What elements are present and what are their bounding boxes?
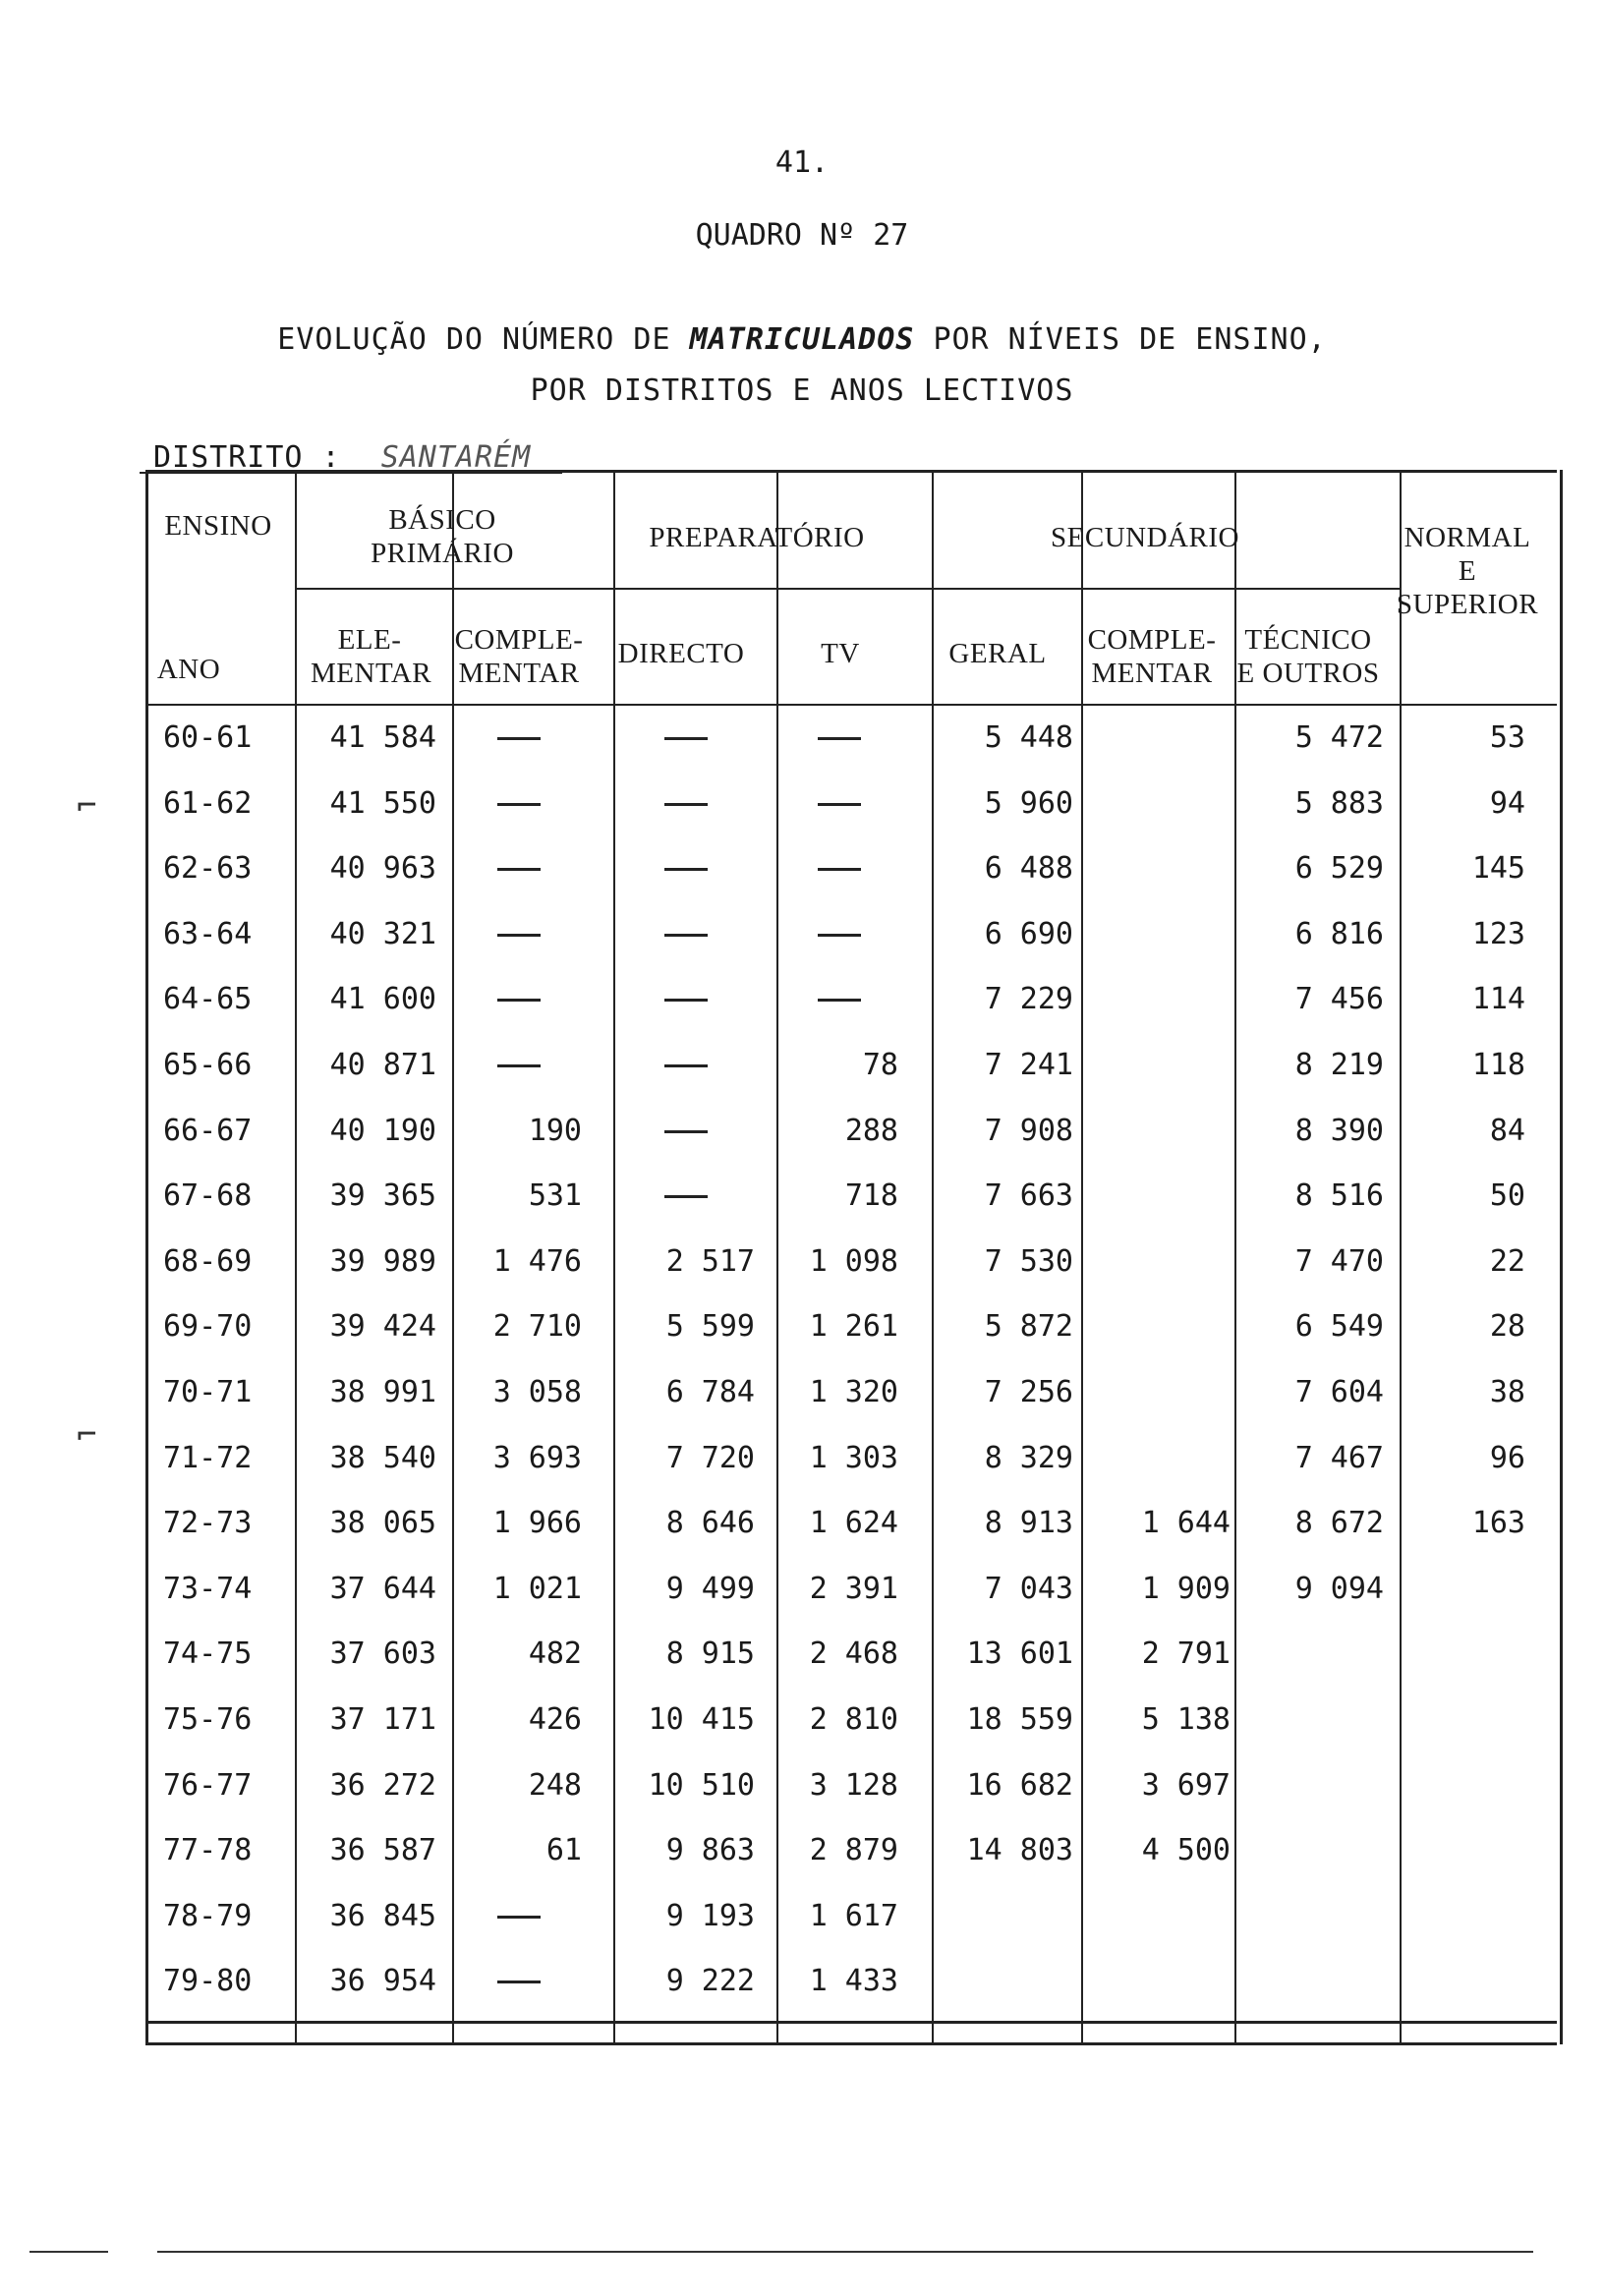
cell-tv: 1 624 (809, 1506, 898, 1541)
cell-normal-e-superior: 50 (1489, 1178, 1525, 1214)
cell-normal-e-superior: 123 (1471, 916, 1525, 951)
dash-mark (497, 999, 541, 1002)
cell-elementar: 36 845 (329, 1898, 436, 1933)
cell-tv: 1 261 (809, 1309, 898, 1345)
cell-elementar: 39 424 (329, 1309, 436, 1345)
cell-tv: 718 (844, 1178, 898, 1214)
cell-elementar: 39 989 (329, 1243, 436, 1279)
cell-elementar: 39 365 (329, 1178, 436, 1214)
cell-geral: 7 663 (984, 1178, 1073, 1214)
cell-elementar: 41 584 (329, 720, 436, 755)
cell-tecnico-e-outros: 5 883 (1294, 785, 1384, 821)
dash-mark (664, 1195, 708, 1198)
cell-directo (617, 1164, 755, 1229)
cell-tv: 2 468 (809, 1636, 898, 1672)
cell-complementar: 3 058 (492, 1375, 582, 1409)
cell-geral: 18 559 (966, 1702, 1073, 1737)
cell-tecnico-e-outros: 5 472 (1294, 720, 1384, 755)
page-bottom-rule (29, 2251, 108, 2253)
cell-geral: 7 229 (984, 982, 1073, 1017)
cell-ano: 78-79 (163, 1898, 253, 1933)
cell-ano: 66-67 (163, 1113, 253, 1148)
cell-tecnico-e-outros: 9 094 (1294, 1571, 1384, 1606)
cell-directo: 6 784 (665, 1375, 755, 1409)
cell-tv: 288 (844, 1113, 898, 1148)
cell-ano: 73-74 (163, 1571, 253, 1606)
row-rule (145, 470, 1557, 473)
cell-complementar: 248 (528, 1767, 582, 1803)
title-part1: EVOLUÇÃO DO NÚMERO DE (277, 322, 671, 357)
quadro-label: QUADRO Nº 27 (695, 218, 909, 253)
dash-mark (497, 1916, 541, 1919)
cell-complementar: 3 693 (492, 1440, 582, 1475)
cell-directo: 8 646 (665, 1506, 755, 1541)
cell-geral: 5 872 (984, 1309, 1073, 1345)
cell-geral: 6 488 (984, 851, 1073, 887)
row-rule (932, 588, 1400, 590)
cell-ano: 62-63 (163, 851, 253, 887)
dash-mark (664, 868, 708, 871)
row-rule (145, 2042, 1557, 2045)
cell-tv (780, 902, 898, 967)
margin-scribble: ⌐ (77, 1415, 97, 1455)
cell-tv (780, 706, 898, 771)
cell-elementar: 41 550 (329, 785, 436, 821)
dash-mark (664, 999, 708, 1002)
dash-mark (497, 737, 541, 740)
cell-complementar-secundario: 1 644 (1141, 1506, 1231, 1541)
cell-geral: 6 690 (984, 916, 1073, 951)
column-divider (1400, 470, 1402, 2044)
cell-directo: 9 499 (665, 1571, 755, 1606)
cell-elementar: 38 540 (329, 1440, 436, 1475)
dash-mark (664, 803, 708, 806)
cell-tv: 1 433 (809, 1964, 898, 1999)
cell-ano: 68-69 (163, 1243, 253, 1279)
dash-mark (664, 1130, 708, 1133)
cell-elementar: 37 644 (329, 1571, 436, 1606)
cell-complementar (456, 967, 582, 1032)
cell-directo: 10 510 (648, 1767, 755, 1803)
cell-complementar (456, 836, 582, 901)
cell-complementar (456, 706, 582, 771)
margin-scribble: ⌐ (77, 786, 97, 826)
cell-elementar: 40 871 (329, 1048, 436, 1082)
header-basico-primario: BÁSICO PRIMÁRIO (371, 504, 514, 569)
column-divider (1081, 470, 1083, 2044)
title-part2: POR NÍVEIS DE ENSINO, (933, 322, 1327, 357)
cell-tecnico-e-outros: 6 529 (1294, 851, 1384, 887)
header-directo: DIRECTO (617, 638, 745, 669)
cell-directo: 7 720 (665, 1440, 755, 1475)
cell-complementar-secundario: 5 138 (1141, 1702, 1231, 1737)
cell-tv (780, 967, 898, 1032)
district-label: DISTRITO : (153, 440, 341, 475)
cell-directo: 9 222 (665, 1964, 755, 1999)
header-normal-e-superior: NORMAL E SUPERIOR (1396, 522, 1539, 620)
cell-tecnico-e-outros: 6 549 (1294, 1309, 1384, 1345)
cell-geral: 8 329 (984, 1440, 1073, 1475)
cell-tecnico-e-outros: 8 390 (1294, 1113, 1384, 1148)
cell-directo (617, 772, 755, 836)
cell-normal-e-superior: 28 (1489, 1309, 1525, 1345)
cell-ano: 75-76 (163, 1702, 253, 1737)
cell-elementar: 40 190 (329, 1113, 436, 1148)
cell-geral: 7 908 (984, 1113, 1073, 1148)
cell-tv: 1 617 (809, 1898, 898, 1933)
cell-complementar: 531 (528, 1178, 582, 1214)
column-divider (932, 470, 934, 2044)
cell-geral: 5 960 (984, 785, 1073, 821)
cell-tv: 3 128 (809, 1767, 898, 1803)
cell-geral: 16 682 (966, 1767, 1073, 1803)
cell-ano: 71-72 (163, 1440, 253, 1475)
cell-ano: 67-68 (163, 1178, 253, 1214)
cell-complementar (456, 902, 582, 967)
header-elementar: ELE- MENTAR (311, 624, 432, 689)
cell-elementar: 40 963 (329, 851, 436, 887)
table-title-line1 (0, 322, 1604, 357)
cell-geral: 14 803 (966, 1833, 1073, 1868)
cell-geral: 8 913 (984, 1506, 1073, 1541)
header-tecnico-e-outros: TÉCNICO E OUTROS (1236, 624, 1380, 689)
dash-mark (664, 1064, 708, 1067)
cell-complementar: 190 (528, 1113, 582, 1148)
cell-elementar: 41 600 (329, 982, 436, 1017)
dash-mark (818, 803, 861, 806)
cell-tecnico-e-outros: 7 604 (1294, 1375, 1384, 1409)
cell-geral: 7 241 (984, 1048, 1073, 1082)
header-ensino: ENSINO (164, 510, 272, 542)
cell-tv: 2 879 (809, 1833, 898, 1868)
dash-mark (497, 803, 541, 806)
cell-complementar: 1 021 (492, 1571, 582, 1606)
dash-mark (497, 1064, 541, 1067)
cell-tecnico-e-outros: 8 219 (1294, 1048, 1384, 1082)
cell-tecnico-e-outros: 7 470 (1294, 1243, 1384, 1279)
header-geral: GERAL (948, 638, 1047, 669)
cell-normal-e-superior: 96 (1489, 1440, 1525, 1475)
cell-normal-e-superior: 114 (1471, 982, 1525, 1017)
cell-ano: 72-73 (163, 1506, 253, 1541)
cell-complementar-secundario: 3 697 (1141, 1767, 1231, 1803)
cell-elementar: 40 321 (329, 916, 436, 951)
cell-complementar (456, 1033, 582, 1098)
cell-tv (780, 836, 898, 901)
cell-normal-e-superior: 163 (1471, 1506, 1525, 1541)
cell-complementar: 61 (545, 1833, 582, 1868)
cell-directo: 9 193 (665, 1898, 755, 1933)
cell-directo: 8 915 (665, 1636, 755, 1672)
dash-mark (818, 934, 861, 937)
cell-normal-e-superior: 53 (1489, 720, 1525, 755)
row-rule (145, 2021, 1557, 2024)
dash-mark (497, 934, 541, 937)
cell-tv: 1 320 (809, 1375, 898, 1409)
cell-ano: 79-80 (163, 1964, 253, 1999)
cell-elementar: 38 991 (329, 1375, 436, 1409)
dash-mark (818, 999, 861, 1002)
header-preparatorio: PREPARATÓRIO (649, 522, 865, 553)
cell-tecnico-e-outros: 6 816 (1294, 916, 1384, 951)
cell-complementar (456, 1949, 582, 2014)
cell-directo (617, 967, 755, 1032)
dash-mark (818, 868, 861, 871)
column-divider (452, 470, 454, 2044)
cell-elementar: 37 171 (329, 1702, 436, 1737)
cell-ano: 60-61 (163, 720, 253, 755)
header-ano: ANO (156, 654, 221, 685)
cell-complementar: 2 710 (492, 1309, 582, 1345)
cell-complementar (456, 772, 582, 836)
header-complementar: COMPLE- MENTAR (454, 624, 584, 689)
dash-mark (497, 868, 541, 871)
header-secundario: SECUNDÁRIO (1051, 522, 1239, 553)
dash-mark (664, 737, 708, 740)
cell-geral: 13 601 (966, 1636, 1073, 1672)
cell-normal-e-superior: 22 (1489, 1243, 1525, 1279)
cell-geral: 5 448 (984, 720, 1073, 755)
cell-ano: 74-75 (163, 1636, 253, 1672)
header-tv: TV (821, 638, 860, 669)
district-name: SANTARÉM (380, 440, 532, 475)
column-divider (776, 470, 778, 2044)
cell-elementar: 36 272 (329, 1767, 436, 1803)
column-divider (1234, 470, 1236, 2044)
cell-normal-e-superior: 118 (1471, 1048, 1525, 1082)
cell-normal-e-superior: 94 (1489, 785, 1525, 821)
cell-ano: 61-62 (163, 785, 253, 821)
cell-directo: 5 599 (665, 1309, 755, 1345)
cell-ano: 76-77 (163, 1767, 253, 1803)
page-number: 41. (774, 145, 830, 180)
cell-geral: 7 530 (984, 1243, 1073, 1279)
cell-normal-e-superior: 145 (1471, 851, 1525, 887)
cell-ano: 70-71 (163, 1375, 253, 1409)
table-title-line2: POR DISTRITOS E ANOS LECTIVOS (530, 373, 1074, 408)
cell-tv: 78 (862, 1048, 898, 1082)
dash-mark (664, 934, 708, 937)
cell-normal-e-superior: 84 (1489, 1113, 1525, 1148)
cell-elementar: 37 603 (329, 1636, 436, 1672)
cell-tecnico-e-outros: 7 456 (1294, 982, 1384, 1017)
cell-geral: 7 043 (984, 1571, 1073, 1606)
cell-tv: 2 391 (809, 1571, 898, 1606)
cell-tv (780, 772, 898, 836)
cell-complementar: 426 (528, 1702, 582, 1737)
cell-ano: 77-78 (163, 1833, 253, 1868)
column-divider (613, 470, 615, 2044)
cell-complementar: 1 966 (492, 1506, 582, 1541)
column-divider (295, 470, 297, 2044)
cell-tecnico-e-outros: 8 672 (1294, 1506, 1384, 1541)
cell-complementar (456, 1884, 582, 1949)
title-emphasis: MATRICULADOS (689, 322, 915, 357)
cell-directo (617, 1033, 755, 1098)
cell-tv: 1 303 (809, 1440, 898, 1475)
cell-complementar: 1 476 (492, 1243, 582, 1279)
cell-tecnico-e-outros: 8 516 (1294, 1178, 1384, 1214)
cell-complementar-secundario: 2 791 (1141, 1636, 1231, 1672)
cell-tecnico-e-outros: 7 467 (1294, 1440, 1384, 1475)
cell-directo: 9 863 (665, 1833, 755, 1868)
cell-ano: 65-66 (163, 1048, 253, 1082)
cell-ano: 69-70 (163, 1309, 253, 1345)
cell-directo (617, 836, 755, 901)
cell-directo (617, 706, 755, 771)
cell-geral: 7 256 (984, 1375, 1073, 1409)
cell-ano: 64-65 (163, 982, 253, 1017)
cell-directo (617, 902, 755, 967)
cell-complementar-secundario: 1 909 (1141, 1571, 1231, 1606)
cell-normal-e-superior: 38 (1489, 1375, 1525, 1409)
dash-mark (497, 1980, 541, 1983)
cell-directo (617, 1099, 755, 1164)
cell-directo: 2 517 (665, 1243, 755, 1279)
cell-ano: 63-64 (163, 916, 253, 951)
cell-elementar: 36 587 (329, 1833, 436, 1868)
cell-tv: 2 810 (809, 1702, 898, 1737)
cell-complementar: 482 (528, 1636, 582, 1672)
cell-elementar: 36 954 (329, 1964, 436, 1999)
cell-elementar: 38 065 (329, 1506, 436, 1541)
cell-directo: 10 415 (648, 1702, 755, 1737)
cell-complementar-secundario: 4 500 (1141, 1833, 1231, 1868)
cell-tv: 1 098 (809, 1243, 898, 1279)
page-bottom-rule (157, 2251, 1533, 2253)
header-complementar-secundario: COMPLE- MENTAR (1087, 624, 1217, 689)
dash-mark (818, 737, 861, 740)
